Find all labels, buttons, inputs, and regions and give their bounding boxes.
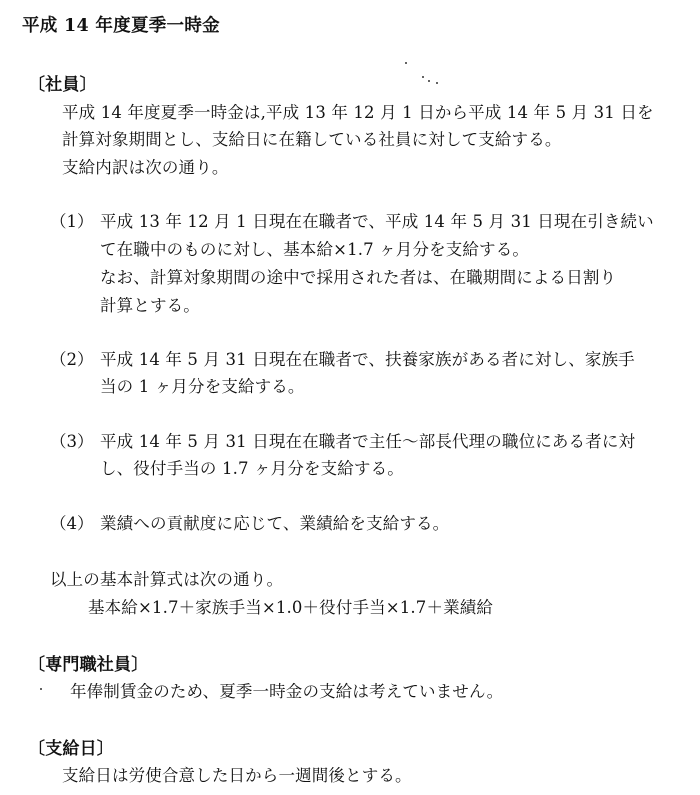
item-number: （1） [50, 212, 94, 231]
formula: 基本給×1.7＋家族手当×1.0＋役付手当×1.7＋業績給 [88, 598, 494, 617]
document-title: 平成 14 年度夏季一時金 [22, 16, 220, 36]
item-line: 当の 1 ヶ月分を支給する。 [100, 377, 305, 396]
item-line: 業績への貢献度に応じて、業績給を支給する。 [100, 514, 450, 533]
payday-text: 支給日は労使合意した日から一週間後とする。 [62, 766, 412, 785]
item-line: て在職中のものに対し、基本給×1.7 ヶ月分を支給する。 [100, 240, 530, 259]
employees-heading: 〔社員〕 [28, 75, 97, 95]
payday-heading: 〔支給日〕 [28, 739, 114, 759]
employees-intro-line: 計算対象期間とし、支給日に在籍している社員に対して支給する。 [62, 130, 562, 149]
specialists-text: 年俸制賃金のため、夏季一時金の支給は考えていません。 [70, 682, 504, 701]
scan-speck [40, 688, 42, 690]
item-line: 平成 14 年 5 月 31 日現在在職者で、扶養家族がある者に対し、家族手 [100, 350, 635, 369]
formula-intro: 以上の基本計算式は次の通り。 [50, 570, 284, 589]
employees-intro-line: 支給内訳は次の通り。 [62, 158, 229, 177]
item-line: 平成 14 年 5 月 31 日現在在職者で主任～部長代理の職位にある者に対 [100, 432, 636, 451]
item-line: なお、計算対象期間の途中で採用された者は、在職期間による日割り [100, 268, 617, 287]
item-number: （4） [50, 514, 94, 533]
specialists-heading: 〔専門職社員〕 [28, 655, 149, 675]
scan-speck [422, 76, 424, 78]
scan-speck [436, 82, 438, 84]
item-line: し、役付手当の 1.7 ヶ月分を支給する。 [100, 459, 404, 478]
scan-speck [428, 80, 430, 82]
item-number: （3） [50, 432, 94, 451]
employees-intro-line: 平成 14 年度夏季一時金は,平成 13 年 12 月 1 日から平成 14 年 5 月 31 日を [62, 103, 654, 122]
scan-speck [405, 62, 407, 64]
item-line: 計算とする。 [100, 296, 200, 315]
item-line: 平成 13 年 12 月 1 日現在在職者で、平成 14 年 5 月 31 日現在引き続い [100, 212, 654, 231]
item-number: （2） [50, 350, 94, 369]
